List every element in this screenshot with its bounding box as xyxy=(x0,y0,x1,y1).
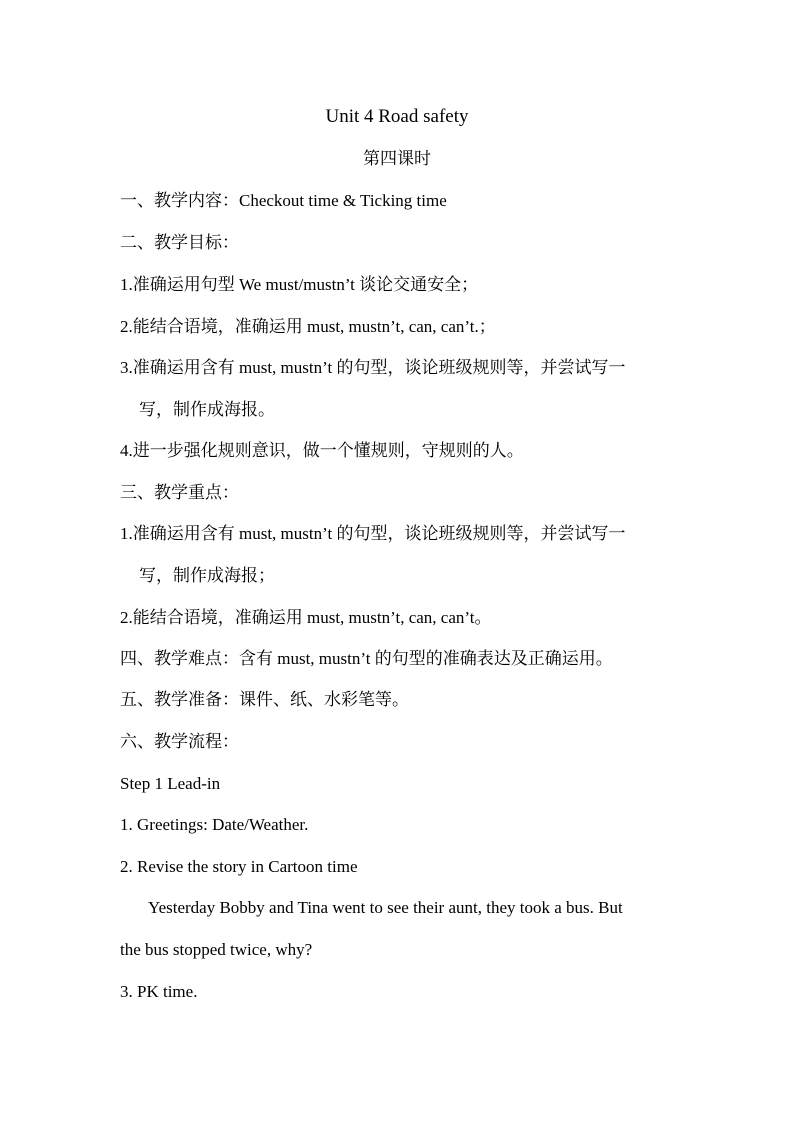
key-points-heading: 三、教学重点： xyxy=(120,483,239,502)
difficulty-line: 四、教学难点：含有 must, mustn’t 的句型的准确表达及正确运用。 xyxy=(120,649,613,668)
key-point-item-1-continued: 写，制作成海报； xyxy=(139,566,275,585)
lesson-subtitle: 第四课时 xyxy=(363,149,431,168)
step-1-item-2: 2. Revise the story in Cartoon time xyxy=(120,857,358,876)
key-point-item-1: 1.准确运用含有 must, mustn’t 的句型，谈论班级规则等，并尝试写一 xyxy=(120,524,626,543)
process-heading: 六、教学流程： xyxy=(120,732,239,751)
step-1-item-3: 3. PK time. xyxy=(120,982,198,1001)
story-paragraph-line-2: the bus stopped twice, why? xyxy=(120,940,313,959)
goal-item-2: 2.能结合语境，准确运用 must, mustn’t, can, can’t.； xyxy=(120,317,496,336)
goal-item-3-continued: 写，制作成海报。 xyxy=(139,400,275,419)
goal-item-4: 4.进一步强化规则意识，做一个懂规则，守规则的人。 xyxy=(120,441,524,460)
story-paragraph-line-1: Yesterday Bobby and Tina went to see their aunt, they took a bus. But xyxy=(148,898,623,917)
step-1-heading: Step 1 Lead-in xyxy=(120,774,221,793)
goal-item-3: 3.准确运用含有 must, mustn’t 的句型，谈论班级规则等，并尝试写一 xyxy=(120,358,626,377)
document-title: Unit 4 Road safety xyxy=(325,106,469,127)
step-1-item-1: 1. Greetings: Date/Weather. xyxy=(120,815,309,834)
content-heading: 一、教学内容：Checkout time & Ticking time xyxy=(120,191,447,210)
goal-item-1: 1.准确运用句型 We must/mustn’t 谈论交通安全； xyxy=(120,275,479,294)
key-point-item-2: 2.能结合语境，准确运用 must, mustn’t, can, can’t。 xyxy=(120,608,492,627)
goals-heading: 二、教学目标： xyxy=(120,233,239,252)
preparation-line: 五、教学准备：课件、纸、水彩笔等。 xyxy=(120,690,409,709)
